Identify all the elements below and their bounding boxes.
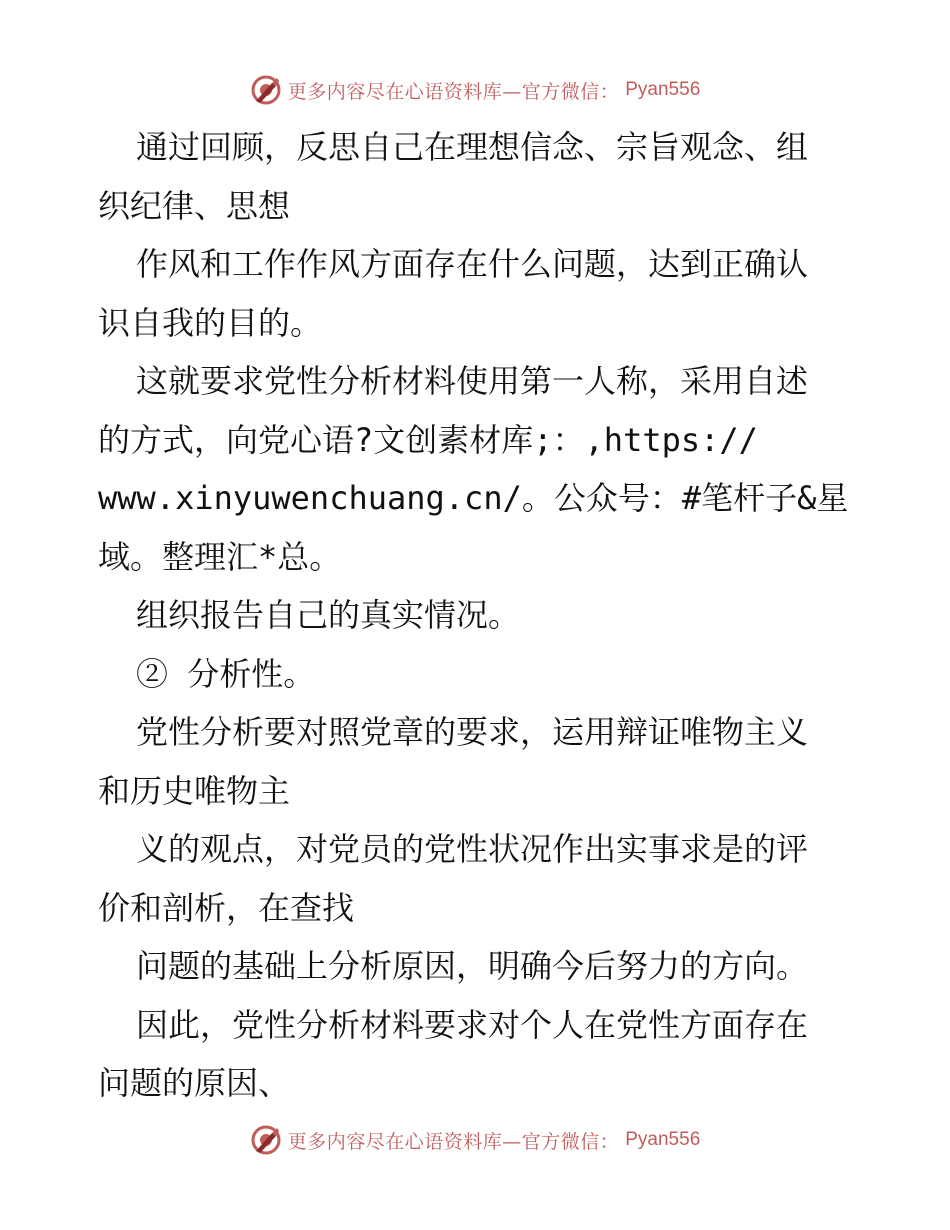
- pen-logo-icon: [250, 1124, 282, 1156]
- text-line: 织纪律、思想: [98, 186, 291, 225]
- footer-banner-content: [250, 1124, 701, 1156]
- header-banner-id: Pyan556: [625, 79, 701, 100]
- text-line: 域。整理汇*总。: [98, 537, 342, 576]
- text-line: 党性分析要对照党章的要求，运用辩证唯物主义: [136, 713, 809, 751]
- pen-logo-icon: [250, 74, 282, 106]
- body-text: [98, 118, 858, 1113]
- text-line: ② 分析性。: [136, 654, 316, 693]
- text-line: 因此，党性分析材料要求对个人在党性方面存在: [136, 1005, 809, 1044]
- footer-banner-text: 更多内容尽在心语资料库—官方微信：: [287, 1130, 620, 1153]
- text-line: 通过回顾，反思自己在理想信念、宗旨观念、组: [136, 128, 809, 166]
- text-line: www.xinyuwenchuang.cn/。公众号：#笔杆子&星: [98, 479, 849, 517]
- text-line: 识自我的目的。: [98, 303, 323, 342]
- header-banner-content: [250, 74, 701, 106]
- text-line: 和历史唯物主: [98, 771, 291, 810]
- text-line: 组织报告自己的真实情况。: [136, 596, 521, 634]
- text-line: 这就要求党性分析材料使用第一人称，采用自述: [136, 362, 809, 400]
- text-line: 的方式，向党心语?文创素材库;：,https://: [98, 420, 758, 459]
- header-banner-text: 更多内容尽在心语资料库—官方微信：: [287, 80, 620, 103]
- footer-banner-id: Pyan556: [625, 1129, 701, 1150]
- text-line: 作风和工作作风方面存在什么问题，达到正确认: [136, 245, 809, 283]
- text-line: 义的观点，对党员的党性状况作出实事求是的评: [136, 830, 809, 868]
- text-line: 问题的基础上分析原因，明确今后努力的方向。: [136, 947, 809, 985]
- text-line: 价和剖析，在查找: [98, 888, 355, 927]
- text-line: 问题的原因、: [98, 1064, 291, 1102]
- footer-banner: [0, 1120, 950, 1160]
- header-banner: [0, 70, 950, 110]
